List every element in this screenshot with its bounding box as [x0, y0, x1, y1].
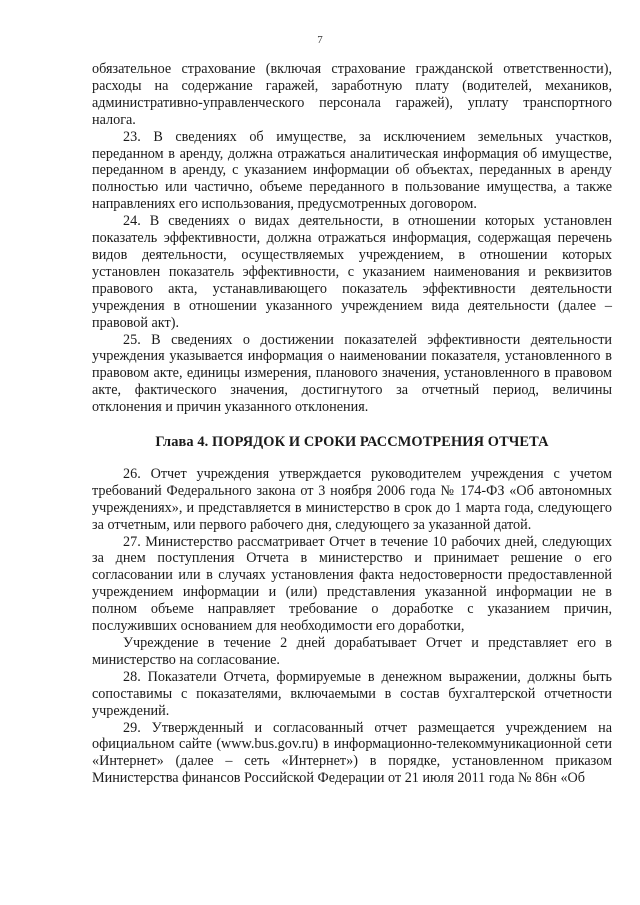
- paragraph-26: 26. Отчет учреждения утверждается руководителем учреждения с учетом требований Федерального закона от 3 ноября 2006 года № 174-ФЗ «Об автономных учреждениях», и представляется в министерство в срок до 1 марта года, следующего за отчетным, или первого рабочего дня, следующего за указанной датой.: [92, 465, 612, 533]
- paragraph-24: 24. В сведениях о видах деятельности, в отношении которых установлен показатель эффективности, должна отражаться информация, содержащая перечень видов деятельности, осуществляемых учреждением, в отношении которых установлен показатель эффективности, с указанием наименования и реквизитов правового акта, устанавливающего показатель эффективности деятельности учреждения в отношении указанного учреждением вида деятельности (далее – правовой акт).: [92, 213, 612, 331]
- paragraph-27: 27. Министерство рассматривает Отчет в течение 10 рабочих дней, следующих за днем поступления Отчета в министерство и принимает решение о его согласовании или в случаях установления факта недостоверности предоставленной учреждением информации и (или) представления указанной информации не в полном объеме направляет требование о доработке с указанием причин, послуживших основанием для необходимости его доработки,: [92, 533, 612, 635]
- paragraph-29: 29. Утвержденный и согласованный отчет размещается учреждением на официальном сайте (www.bus.gov.ru) в информационно-телекоммуникационной сети «Интернет» (далее – сеть «Интернет») в порядке, установленном приказом Министерства финансов Российской Федерации от 21 июля 2011 года № 86н «Об: [92, 719, 612, 787]
- paragraph-28: 28. Показатели Отчета, формируемые в денежном выражении, должны быть сопоставимы с показателями, включаемыми в состав бухгалтерской отчетности учреждений.: [92, 668, 612, 719]
- paragraph-25: 25. В сведениях о достижении показателей эффективности деятельности учреждения указывается информация о наименовании показателя, установленного в правовом акте, единицы измерения, планового значения, установленного в правовом акте, фактического значения, достигнутого за отчетный период, величины отклонения и причин указанного отклонения.: [92, 331, 612, 416]
- chapter-heading: Глава 4. ПОРЯДОК И СРОКИ РАССМОТРЕНИЯ ОТЧЕТА: [155, 434, 549, 451]
- page-number: 7: [317, 34, 323, 46]
- paragraph-continuation: обязательное страхование (включая страхование гражданской ответственности), расходы на содержание гаражей, заработную плату (водителей, механиков, административно-управленческого персонала гаражей), уплату транспортного налога.: [92, 61, 612, 128]
- document-body: [92, 61, 612, 787]
- paragraph-27-continuation: Учреждение в течение 2 дней дорабатывает Отчет и представляет его в министерство на согласование.: [92, 635, 612, 668]
- paragraph-23: 23. В сведениях об имуществе, за исключением земельных участков, переданном в аренду, должна отражаться аналитическая информация об имуществе, переданном в аренду, с указанием информации об объектах, переданных в аренду полностью или частично, объеме переданного в пользование имущества, а также направлениях его использования, предусмотренных договором.: [92, 128, 612, 213]
